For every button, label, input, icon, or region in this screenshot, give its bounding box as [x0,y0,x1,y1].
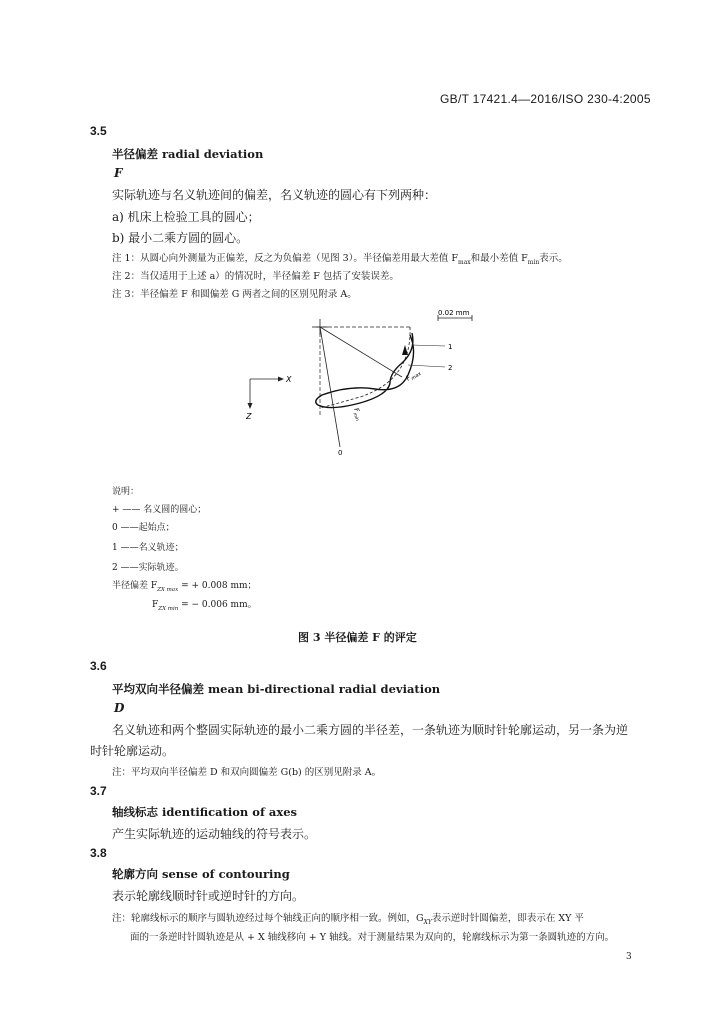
legend-item-nominal: 1 ——名义轨迹； [112,543,184,553]
section-3-5-symbol: F [114,166,123,180]
fmax-label: $F_{max}$ [404,370,423,383]
section-3-5-note-2: 注 2：当仅适用于上述 a）的情况时，半径偏差 F 包括了安装误差。 [112,271,399,282]
legend-item-start: 0 ——起始点； [112,523,175,533]
legend-item-center: + —— 名义圆的圆心； [112,505,207,515]
section-3-5-note-3: 注 3：半径偏差 F 和圆偏差 G 两者之间的区别见附录 A。 [112,289,357,300]
page-number: 3 [626,952,632,962]
section-3-6-term: 平均双向半径偏差 mean bi-directional radial deviation [112,682,441,696]
section-3-8-note-line-1: 注：轮廓线标示的顺序与圆轨迹经过每个轴线正向的顺序相一致。例如，$G_{XY}$表示逆时针圆偏差，即表示在 XY 平 [112,913,584,926]
x-axis-label: X [286,375,292,384]
direction-arrow [402,345,408,355]
section-3-8-number: 3.8 [90,846,107,860]
figure-caption: 图 3 半径偏差 F 的评定 [298,631,417,644]
section-3-5-term: 半径偏差 radial deviation [112,147,264,161]
legend-item-actual: 2 ——实际轨迹。 [112,563,184,573]
section-3-8-note-line-2: 面的一条逆时针圆轨迹是从 + X 轴线移向 + Y 轴线。对于测量结果为双向的，轮廓线标示为第一条圆轨迹的方向。 [130,932,615,943]
section-3-6-symbol: D [114,701,125,715]
figure-3-diagram [240,305,480,465]
section-3-6-definition-line-2: 时针轮廓运动。 [90,744,175,758]
label-1: 1 [448,343,453,351]
section-3-5-item-b: b) 最小二乘方圆的圆心。 [112,231,249,245]
label-2: 2 [448,364,453,372]
fmin-label: $F_{min}$ [351,406,361,422]
section-3-6-number: 3.6 [90,659,107,673]
section-3-6-definition-line-1: 名义轨迹和两个整圆实际轨迹的最小二乘方圆的半径差，一条轨迹为顺时针轮廓运动，另一条为逆 [112,723,629,737]
legend-title: 说明： [112,487,140,497]
section-3-5-item-a: a) 机床上检验工具的圆心； [112,210,260,224]
legend-fmax-value: 半径偏差 $F_{ZX max}$ = + 0.008 mm； [112,581,257,593]
standard-number: GB/T 17421.4—2016/ISO 230-4:2005 [440,92,651,106]
section-3-5-number: 3.5 [90,124,107,138]
section-3-7-number: 3.7 [90,784,107,798]
section-3-5-definition: 实际轨迹与名义轨迹间的偏差，名义轨迹的圆心有下列两种： [112,188,437,202]
section-3-7-definition: 产生实际轨迹的运动轴线的符号表示。 [112,827,317,841]
z-axis-label: Z [246,412,252,421]
radius-line [320,327,340,447]
section-3-6-note: 注：平均双向半径偏差 D 和双向圆偏差 G(b) 的区别见附录 A。 [112,767,382,778]
section-3-8-term: 轮廓方向 sense of contouring [112,867,290,881]
scale-label: 0.02 mm [438,309,470,317]
section-3-7-term: 轴线标志 identification of axes [112,805,298,819]
section-3-8-definition: 表示轮廓线顺时针或逆时针的方向。 [112,889,305,903]
label-0: 0 [338,449,343,457]
legend-fmin-value: $F_{ZX min}$ = − 0.006 mm。 [152,600,257,612]
section-3-5-note-1: 注 1：从圆心向外测量为正偏差，反之为负偏差（见图 3）。半径偏差用最大差值 $F_{max}$和最小差值 $F_{min}$表示。 [112,253,568,266]
